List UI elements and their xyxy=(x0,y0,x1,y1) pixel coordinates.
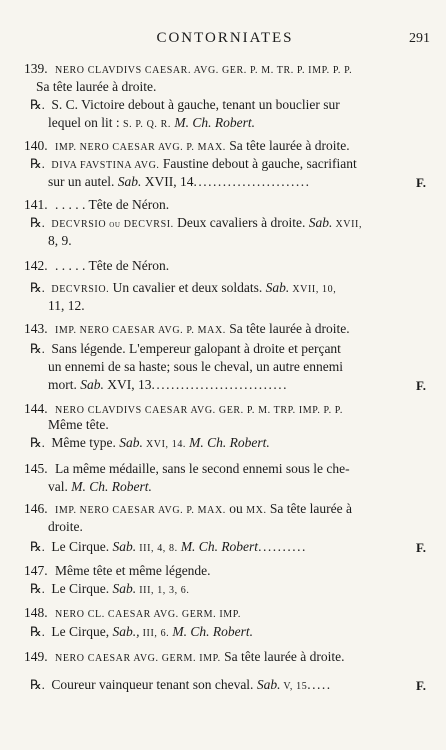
sabatier-ref: Sab. xyxy=(112,581,137,596)
obverse-description: Sa tête laurée à xyxy=(266,501,352,516)
entry-146-heading xyxy=(24,500,446,518)
entry-146-obverse-cont xyxy=(48,518,446,536)
collection-ref: M. Ch. Robert. xyxy=(171,115,256,130)
reverse-description: Deux cavaliers à droite. xyxy=(173,215,309,230)
reverse-symbol: ℞. xyxy=(30,97,45,112)
entry-number: 139. xyxy=(24,61,48,76)
entry-number: 142. xyxy=(24,258,48,273)
sabatier-ref: Sab. xyxy=(112,539,137,554)
obverse-description: Sa tête laurée à droite. xyxy=(225,321,350,336)
obverse-description: Sa tête laurée à droite. xyxy=(225,138,350,153)
obverse-description: Sa tête laurée à droite. xyxy=(36,79,157,94)
reverse-symbol: ℞. xyxy=(30,435,45,450)
plate-ref: XVII, 14 xyxy=(141,174,194,189)
obverse-legend: IMP. NERO CAESAR AVG. P. MAX. xyxy=(55,505,226,516)
leader-dots: .......... xyxy=(258,539,307,554)
reverse-description: Le Cirque, xyxy=(51,624,113,639)
entry-number: 141. xyxy=(24,197,48,212)
plate-ref: XVI, 13 xyxy=(103,377,152,392)
reverse-symbol: ℞. xyxy=(30,624,45,639)
sabatier-ref: Sab. xyxy=(256,677,281,692)
sabatier-ref: Sab., xyxy=(112,624,140,639)
entry-145-cont xyxy=(48,478,446,496)
plate-ref: XVII, xyxy=(332,219,363,230)
entry-143-reverse xyxy=(30,340,446,358)
reverse-description: Le Cirque. xyxy=(51,539,113,554)
plate-ref: XVII, 10, xyxy=(289,284,337,295)
entry-139-reverse xyxy=(30,96,446,114)
collection-ref: M. Ch. Robert xyxy=(180,539,259,554)
entry-141-reverse xyxy=(30,214,446,232)
obverse-text: ou xyxy=(225,501,247,516)
reverse-symbol: ℞. xyxy=(30,215,45,230)
entry-number: 146. xyxy=(24,501,48,516)
reverse-text: mort. xyxy=(48,377,81,392)
sabatier-ref: Sab. xyxy=(119,435,143,450)
reverse-description: un ennemi de sa haste; sous le cheval, un autre ennemi xyxy=(48,359,344,374)
reverse-legend: S. P. Q. R. xyxy=(123,119,172,130)
reverse-description: Le Cirque. xyxy=(51,581,113,596)
entry-141-heading xyxy=(24,196,446,214)
reverse-symbol: ℞. xyxy=(30,539,45,554)
entry-number: 140. xyxy=(24,138,48,153)
leader-dots: ..... xyxy=(307,677,332,692)
entry-description: La même médaille, sans le second ennemi sous le che- xyxy=(55,461,350,476)
entry-number: 145. xyxy=(24,461,48,476)
plate-numbers: 8, 9. xyxy=(48,233,72,248)
reverse-description: Un cavalier et deux soldats. xyxy=(109,280,266,295)
reverse-description: Même type. xyxy=(51,435,120,450)
sabatier-ref: Sab. xyxy=(117,174,142,189)
plate-ref: III, 1, 3, 6. xyxy=(136,585,190,596)
entry-142-reverse xyxy=(30,279,446,297)
reverse-symbol: ℞. xyxy=(30,677,45,692)
obverse-description: . . . . . Tête de Néron. xyxy=(55,258,170,273)
plate-ref: III, 4, 8. xyxy=(136,543,181,554)
reverse-description: S. C. Victoire debout à gauche, tenant un bouclier sur xyxy=(51,97,340,112)
reverse-text: sur un autel. xyxy=(48,174,118,189)
plate-ref: V, 15 xyxy=(280,681,308,692)
reverse-symbol: ℞. xyxy=(30,341,45,356)
entry-number: 143. xyxy=(24,321,48,336)
reverse-text: lequel on lit : xyxy=(48,115,123,130)
entry-147-heading xyxy=(24,562,446,580)
running-title: CONTORNIATES xyxy=(156,30,294,46)
f-mark: F. xyxy=(416,540,426,555)
f-mark: F. xyxy=(416,678,426,693)
entry-149-reverse xyxy=(30,676,446,694)
obverse-description: Même tête. xyxy=(48,417,109,432)
entry-144-reverse xyxy=(30,434,446,452)
sabatier-ref: Sab. xyxy=(80,377,104,392)
entry-146-reverse xyxy=(30,538,446,556)
reverse-legend: DIVA FAVSTINA AVG. xyxy=(51,160,160,171)
entry-description: val. xyxy=(48,479,72,494)
collection-ref: M. Ch. Robert. xyxy=(189,435,270,450)
entry-148-heading xyxy=(24,604,446,622)
obverse-description: droite. xyxy=(48,519,83,534)
reverse-legend: DECVRSIO. xyxy=(51,284,110,295)
sabatier-ref: Sab. xyxy=(308,215,333,230)
entry-148-reverse xyxy=(30,623,446,641)
entry-143-reverse-cont xyxy=(48,358,446,376)
collection-ref: M. Ch. Robert. xyxy=(172,624,253,639)
obverse-legend: NERO CLAVDIVS CAESAR AVG. GER. P. M. TRP. IMP. P. P. xyxy=(55,405,343,416)
entry-149-heading xyxy=(24,648,446,666)
plate-ref: III, 6. xyxy=(139,628,173,639)
page-number: 291 xyxy=(409,31,430,46)
entry-number: 148. xyxy=(24,605,48,620)
collection-ref: M. Ch. Robert. xyxy=(71,479,152,494)
entry-147-reverse xyxy=(30,580,446,598)
entry-139-heading xyxy=(24,60,446,78)
entry-139-obverse xyxy=(36,78,446,96)
entry-140-reverse xyxy=(30,155,446,173)
entry-142-reverse-cont xyxy=(48,297,446,315)
entry-143-heading xyxy=(24,320,446,338)
reverse-symbol: ℞. xyxy=(30,280,45,295)
reverse-symbol: ℞. xyxy=(30,581,45,596)
entry-number: 149. xyxy=(24,649,48,664)
obverse-legend: NERO CLAVDIVS CAESAR. AVG. GER. P. M. TR. P. IMP. P. P. xyxy=(55,65,353,76)
leader-dots: ............................ xyxy=(151,377,288,392)
reverse-description: Sans légende. L'empereur galopant à droite et perçant xyxy=(51,341,341,356)
reverse-legend: DECVRSIO ou DECVRSI. xyxy=(51,219,174,230)
obverse-legend-variant: MX. xyxy=(246,505,267,516)
obverse-description: Sa tête laurée à droite. xyxy=(220,649,345,664)
obverse-description: . . . . . Tête de Néron. xyxy=(55,197,170,212)
obverse-description: Même tête et même légende. xyxy=(55,563,211,578)
entry-number: 147. xyxy=(24,563,48,578)
reverse-description: Faustine debout à gauche, sacrifiant xyxy=(159,156,357,171)
page-header xyxy=(20,30,430,52)
f-mark: F. xyxy=(416,378,426,393)
reverse-description: Coureur vainqueur tenant son cheval. xyxy=(51,677,257,692)
entry-140-reverse-cont xyxy=(48,173,446,191)
entry-139-reverse-cont xyxy=(48,114,446,132)
obverse-legend: IMP. NERO CAESAR AVG. P. MAX. xyxy=(55,325,226,336)
entry-143-reverse-cont2 xyxy=(48,376,446,394)
sabatier-ref: Sab. xyxy=(265,280,290,295)
plate-numbers: 11, 12. xyxy=(48,298,85,313)
obverse-legend: IMP. NERO CAESAR AVG. P. MAX. xyxy=(55,142,226,153)
entry-144-obverse xyxy=(48,416,446,434)
entry-140-heading xyxy=(24,137,446,155)
obverse-legend: NERO CAESAR AVG. GERM. IMP. xyxy=(55,653,221,664)
f-mark: F. xyxy=(416,175,426,190)
entry-141-reverse-cont xyxy=(48,232,446,250)
entry-142-heading xyxy=(24,257,446,275)
entry-145-heading xyxy=(24,460,446,478)
reverse-symbol: ℞. xyxy=(30,156,45,171)
obverse-legend: NERO CL. CAESAR AVG. GERM. IMP. xyxy=(55,609,241,620)
entry-number: 144. xyxy=(24,401,48,416)
leader-dots: ........................ xyxy=(193,174,311,189)
plate-ref: XVI, 14. xyxy=(142,439,190,450)
